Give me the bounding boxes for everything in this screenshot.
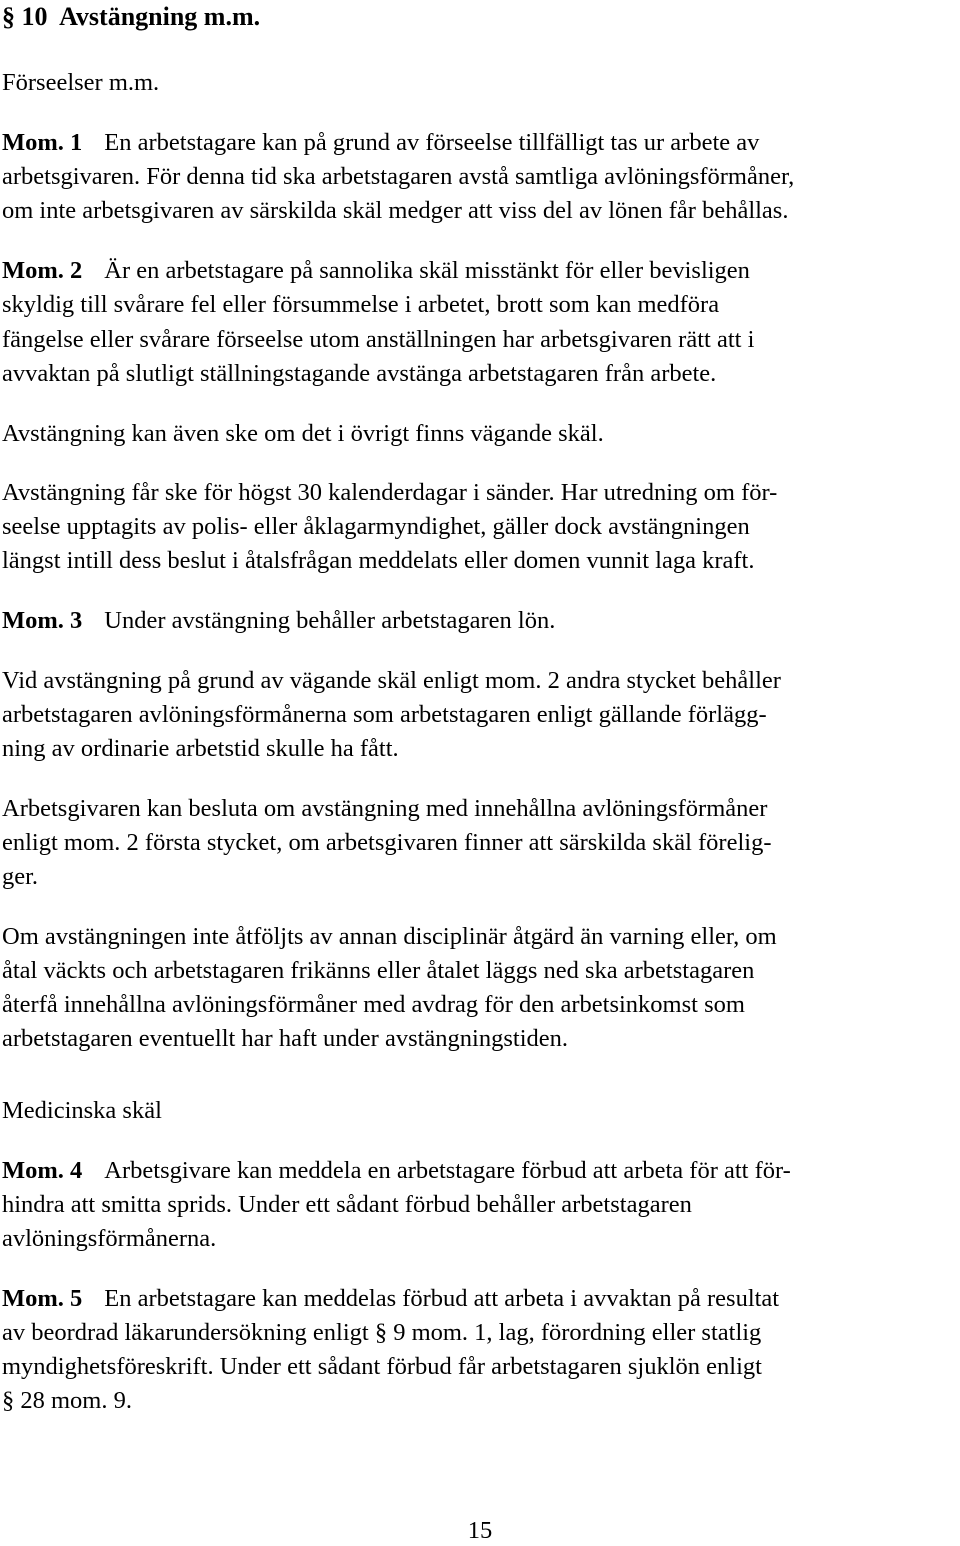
- mom3-para4-line-2: åtal väckts och arbetstagaren frikänns eller åtalet läggs ned ska arbetstagaren: [2, 957, 755, 984]
- mom3-para4-line-4: arbetstagaren eventuellt har haft under avstängningstiden.: [2, 1025, 569, 1052]
- mom3-label: Mom. 3: [2, 607, 83, 634]
- mom3-para2-line-1: Vid avstängning på grund av vägande skäl enligt mom. 2 andra stycket behåller: [2, 667, 781, 694]
- section-symbol: §: [2, 2, 15, 31]
- mom3-para2-line-3: ning av ordinarie arbetstid skulle ha fått.: [2, 735, 399, 762]
- mom3-para4-line-3: återfå innehållna avlöningsförmåner med avdrag för den arbetsinkomst som: [2, 991, 745, 1018]
- mom2-line-4: avvaktan på slutligt ställningstagande avstänga arbetstagaren från arbete.: [2, 360, 717, 387]
- mom5-line-2: av beordrad läkarundersökning enligt § 9 mom. 1, lag, förordning eller statlig: [2, 1319, 762, 1346]
- mom2-para3-line-1: Avstängning får ske för högst 30 kalenderdagar i sänder. Har utredning om för-: [2, 479, 778, 506]
- mom4-line-3: avlöningsförmånerna.: [2, 1225, 217, 1252]
- mom3-para4-line-1: Om avstängningen inte åtföljts av annan disciplinär åtgärd än varning eller, om: [2, 923, 777, 950]
- mom5-label: Mom. 5: [2, 1285, 83, 1312]
- mom5-line-4: § 28 mom. 9.: [2, 1387, 132, 1414]
- subheading-medicinska-skal: Medicinska skäl: [2, 1097, 162, 1124]
- mom3-para3-line-1: Arbetsgivaren kan besluta om avstängning med innehållna avlöningsförmåner: [2, 795, 768, 822]
- subheading-forseelser: Förseelser m.m.: [2, 69, 160, 96]
- mom5-text: En arbetstagare kan meddelas förbud att arbeta i avvaktan på resultat: [104, 1285, 780, 1312]
- mom4-line-2: hindra att smitta sprids. Under ett sådant förbud behåller arbetstagaren: [2, 1191, 692, 1218]
- mom2-text: Är en arbetstagare på sannolika skäl misstänkt för eller bevisligen: [104, 257, 750, 284]
- mom2-line-3: fängelse eller svårare förseelse utom anställningen har arbetsgivaren rätt att i: [2, 326, 755, 353]
- mom2-para2: Avstängning kan även ske om det i övrigt finns vägande skäl.: [2, 420, 604, 447]
- mom3-para3-line-2: enligt mom. 2 första stycket, om arbetsgivaren finner att särskilda skäl förelig-: [2, 829, 772, 856]
- mom4-label: Mom. 4: [2, 1157, 83, 1184]
- section-title: Avstängning m.m.: [59, 2, 261, 31]
- mom4-text: Arbetsgivare kan meddela en arbetstagare förbud att arbeta för att för-: [104, 1157, 791, 1184]
- mom3-para2-line-2: arbetstagaren avlöningsförmånerna som arbetstagaren enligt gällande förlägg-: [2, 701, 767, 728]
- mom1-line-3: om inte arbetsgivaren av särskilda skäl medger att viss del av lönen får behållas.: [2, 197, 789, 224]
- mom5-line-1: [2, 1284, 779, 1314]
- mom3-text: Under avstängning behåller arbetstagaren lön.: [104, 607, 556, 634]
- page-number: 15: [467, 1517, 493, 1544]
- mom1-text: En arbetstagare kan på grund av förseelse tillfälligt tas ur arbete av: [104, 129, 760, 156]
- mom2-line-1: [2, 256, 750, 286]
- mom3-line-1: [2, 606, 555, 636]
- mom1-line-1: [2, 128, 759, 158]
- mom3-para3-line-3: ger.: [2, 863, 39, 890]
- mom2-label: Mom. 2: [2, 257, 83, 284]
- mom4-line-1: [2, 1156, 791, 1186]
- mom1-label: Mom. 1: [2, 129, 83, 156]
- mom2-para3-line-2: seelse upptagits av polis- eller åklagarmyndighet, gäller dock avstängningen: [2, 513, 750, 540]
- mom5-line-3: myndighetsföreskrift. Under ett sådant förbud får arbetstagaren sjuklön enligt: [2, 1353, 762, 1380]
- section-number: 10: [21, 2, 48, 31]
- mom2-line-2: skyldig till svårare fel eller försummelse i arbetet, brott som kan medföra: [2, 291, 720, 318]
- mom1-line-2: arbetsgivaren. För denna tid ska arbetstagaren avstå samtliga avlöningsförmåner,: [2, 163, 795, 190]
- mom2-para3-line-3: längst intill dess beslut i åtalsfrågan meddelats eller domen vunnit laga kraft.: [2, 547, 755, 574]
- section-heading: [2, 2, 260, 32]
